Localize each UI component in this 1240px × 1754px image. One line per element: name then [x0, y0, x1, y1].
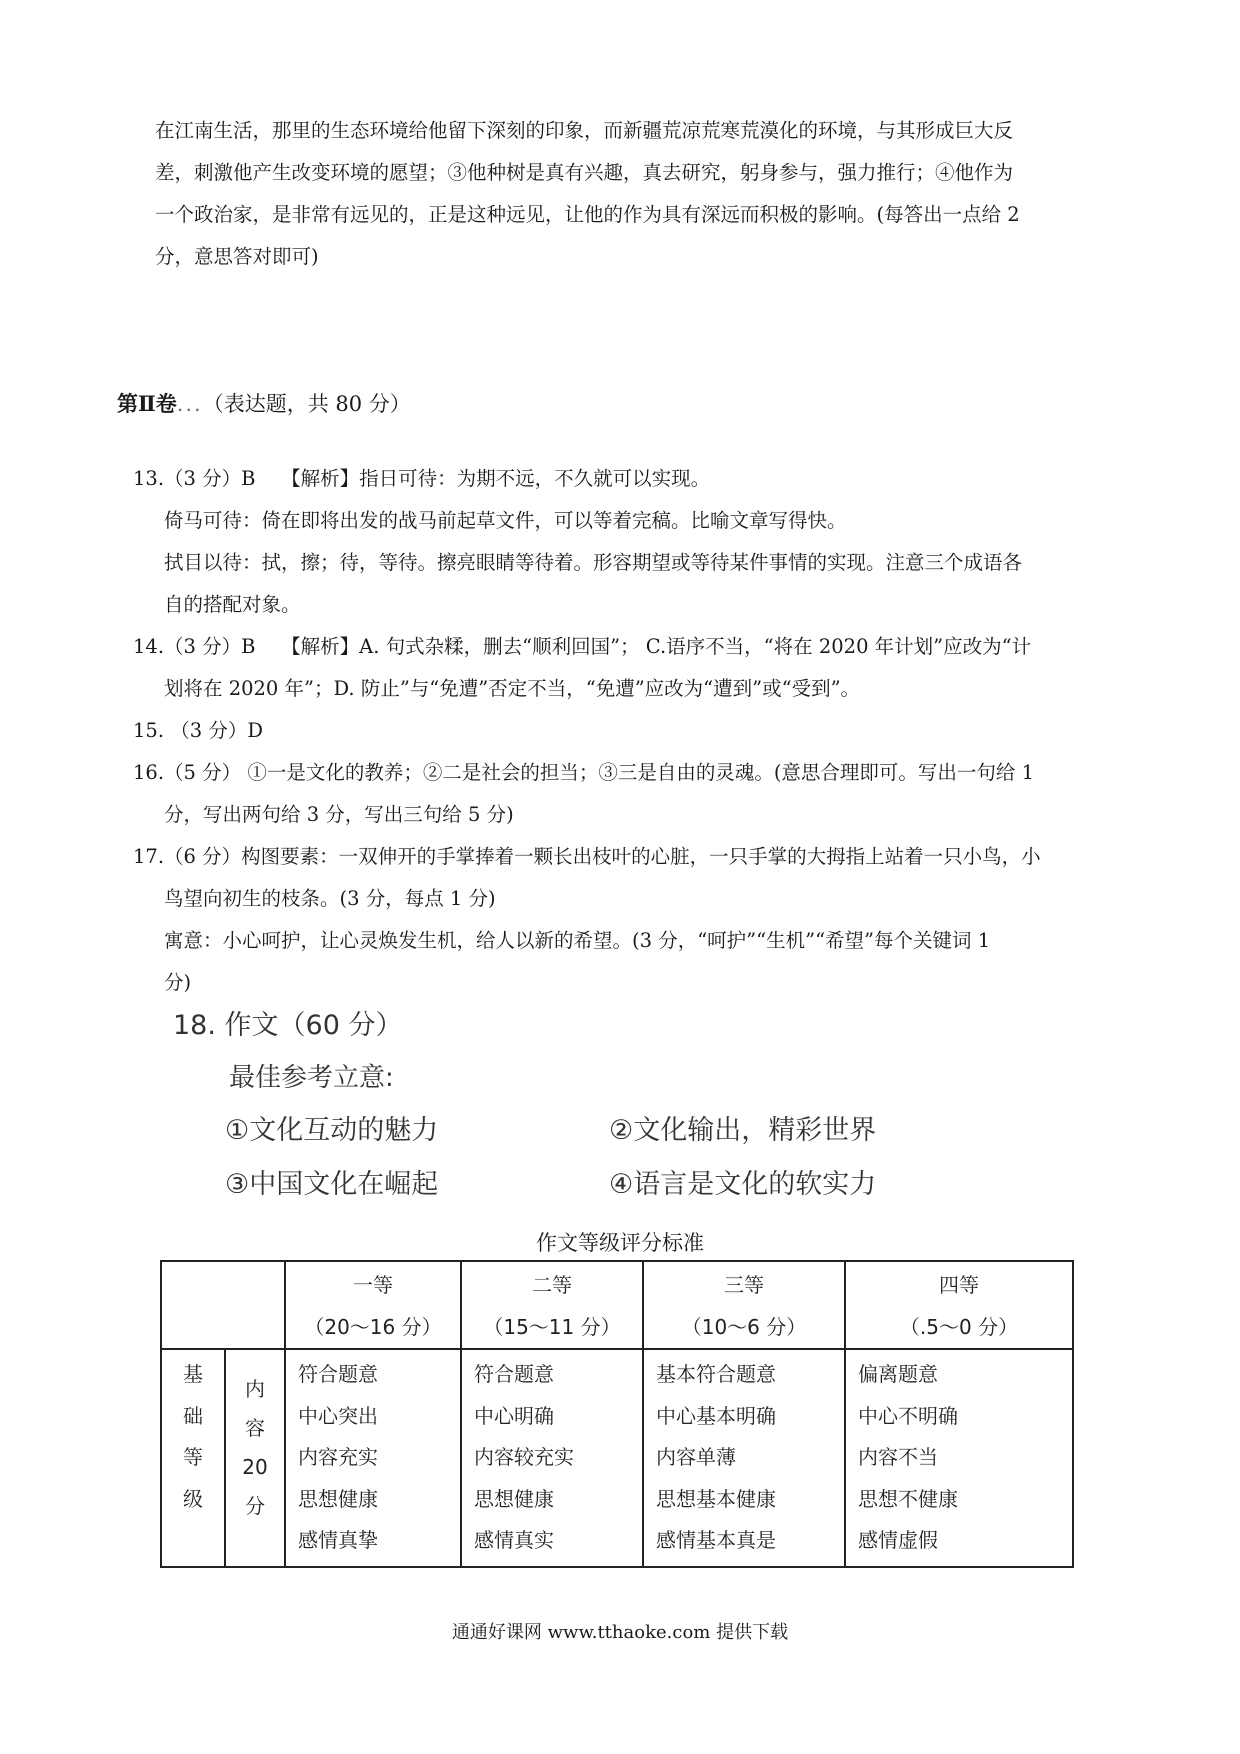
- question-15: [133, 710, 1123, 752]
- table-header-cell: [461, 1261, 643, 1349]
- cell-line: 思想健康: [474, 1486, 554, 1511]
- cell-line: 中心基本明确: [656, 1403, 776, 1428]
- text-line: 差，刺激他产生改变环境的愿望；③他种树是真有兴趣，真去研究，躬身参与，强力推行；④他作为: [155, 161, 1014, 184]
- table-cell: [285, 1349, 461, 1567]
- table-corner-cell: [161, 1261, 285, 1349]
- cell-line: 内容不当: [858, 1445, 938, 1469]
- cell-line: 思想基本健康: [656, 1486, 776, 1511]
- text-line: 一个政治家，是非常有远见的，正是这种远见，让他的作为具有深远而积极的影响。(每答出一点给 2: [155, 203, 1020, 226]
- text-line: 自的搭配对象。: [164, 593, 301, 616]
- grade-range: （10～6 分）: [681, 1315, 807, 1339]
- text-line: 倚马可待：倚在即将出发的战马前起草文件，可以等着完稿。比喻文章写得快。: [164, 509, 847, 532]
- table-header-cell: [643, 1261, 845, 1349]
- grade-range: （.5～0 分）: [899, 1315, 1019, 1339]
- text-line: 13.（3 分）B 【解析】指日可待：为期不远，不久就可以实现。: [133, 467, 711, 490]
- cell-line: 感情基本真是: [656, 1528, 776, 1552]
- essay-section: [173, 1000, 993, 1212]
- section-title-bold: 第Ⅱ卷: [117, 391, 177, 416]
- label-char: 内: [245, 1377, 265, 1401]
- cell-line: 中心不明确: [858, 1403, 958, 1428]
- text-line: 17.（6 分）构图要素：一双伸开的手掌捧着一颗长出枝叶的心脏，一只手掌的大拇指上站着一只小鸟，小: [133, 845, 1041, 868]
- label-char: 20: [242, 1455, 268, 1479]
- cell-line: 思想健康: [298, 1486, 378, 1511]
- text-line: 分，写出两句给 3 分，写出三句给 5 分): [164, 803, 514, 826]
- label-char: 础: [183, 1403, 203, 1428]
- cell-line: 基本符合题意: [656, 1362, 776, 1386]
- label-char: 分: [245, 1494, 265, 1518]
- table-header-cell: [845, 1261, 1073, 1349]
- cell-line: 内容充实: [298, 1445, 378, 1469]
- table-title: 作文等级评分标准: [536, 1231, 704, 1255]
- text-line: 15. （3 分）D: [133, 719, 263, 742]
- cell-line: 内容较充实: [474, 1445, 574, 1469]
- grade-label: 三等: [724, 1273, 764, 1297]
- text-line: 拭目以待：拭，擦；待，等待。擦亮眼睛等待着。形容期望或等待某件事情的实现。注意三个成语各: [164, 551, 1023, 574]
- label-char: 容: [245, 1416, 265, 1440]
- grade-label: 二等: [532, 1273, 572, 1297]
- grade-range: （20～16 分）: [304, 1315, 442, 1339]
- essay-ideas-row: [173, 1104, 993, 1158]
- essay-idea: ①文化互动的魅力: [225, 1115, 439, 1146]
- essay-subheading: 最佳参考立意:: [229, 1063, 394, 1093]
- row-label-inner: [225, 1349, 285, 1567]
- essay-idea: ②文化输出，精彩世界: [609, 1115, 877, 1146]
- essay-idea: ③中国文化在崛起: [225, 1169, 439, 1200]
- text-line: 16.（5 分） ①一是文化的教养；②二是社会的担当；③三是自由的灵魂。(意思合理即可。写出一句给 1: [133, 761, 1035, 784]
- intro-paragraph: [155, 110, 1125, 278]
- text-line: 划将在 2020 年”；D. 防止”与“免遭”否定不当，“免遭”应改为“遭到”或“受到”。: [164, 677, 861, 700]
- grade-label: 一等: [353, 1273, 393, 1297]
- table-cell: [845, 1349, 1073, 1567]
- grade-range: （15～11 分）: [483, 1315, 621, 1339]
- table-cell: [643, 1349, 845, 1567]
- cell-line: 内容单薄: [656, 1445, 736, 1469]
- cell-line: 感情虚假: [858, 1528, 938, 1552]
- text-line: 鸟望向初生的枝条。(3 分，每点 1 分): [164, 887, 496, 910]
- table-row: [161, 1349, 1073, 1567]
- text-line: 在江南生活，那里的生态环境给他留下深刻的印象，而新疆荒凉荒寒荒漠化的环境，与其形成巨大反: [155, 119, 1014, 142]
- section-title: [117, 388, 411, 418]
- grade-label: 四等: [939, 1273, 979, 1297]
- question-17: [133, 836, 1123, 1004]
- label-char: 级: [183, 1486, 203, 1511]
- text-line: 14.（3 分）B 【解析】A. 句式杂糅，删去“顺利回国”； C.语序不当，“将在 2020 年计划”应改为“计: [133, 635, 1032, 658]
- table-header-cell: [285, 1261, 461, 1349]
- text-line: 寓意：小心呵护，让心灵焕发生机，给人以新的希望。(3 分，“呵护”“生机”“希望”每个关键词 1: [164, 929, 991, 952]
- question-14: [133, 626, 1123, 710]
- cell-line: 偏离题意: [858, 1362, 938, 1386]
- cell-line: 思想不健康: [858, 1486, 958, 1511]
- cell-line: 中心明确: [474, 1403, 554, 1428]
- text-line: 分): [164, 971, 192, 994]
- question-16: [133, 752, 1123, 836]
- cell-line: 符合题意: [474, 1362, 554, 1386]
- cell-line: 感情真挚: [298, 1528, 378, 1552]
- text-line: 分，意思答对即可): [155, 245, 319, 268]
- section-title-rest: （表达题，共 80 分）: [202, 392, 411, 416]
- cell-line: 中心突出: [298, 1403, 378, 1428]
- table-header-row: [161, 1261, 1073, 1349]
- section-title-dots: ...: [176, 392, 203, 416]
- essay-ideas-row: [173, 1158, 993, 1212]
- label-char: 等: [183, 1445, 203, 1469]
- footer-download-note: 通通好课网 www.tthaoke.com 提供下载: [451, 1622, 789, 1643]
- question-13: [133, 458, 1123, 626]
- essay-heading: 18. 作文（60 分）: [173, 1010, 403, 1041]
- label-char: 基: [183, 1362, 203, 1386]
- cell-line: 符合题意: [298, 1362, 378, 1386]
- row-label-outer: [161, 1349, 225, 1567]
- essay-idea: ④语言是文化的软实力: [609, 1169, 877, 1200]
- table-cell: [461, 1349, 643, 1567]
- grading-table: [160, 1260, 1074, 1568]
- cell-line: 感情真实: [474, 1528, 554, 1552]
